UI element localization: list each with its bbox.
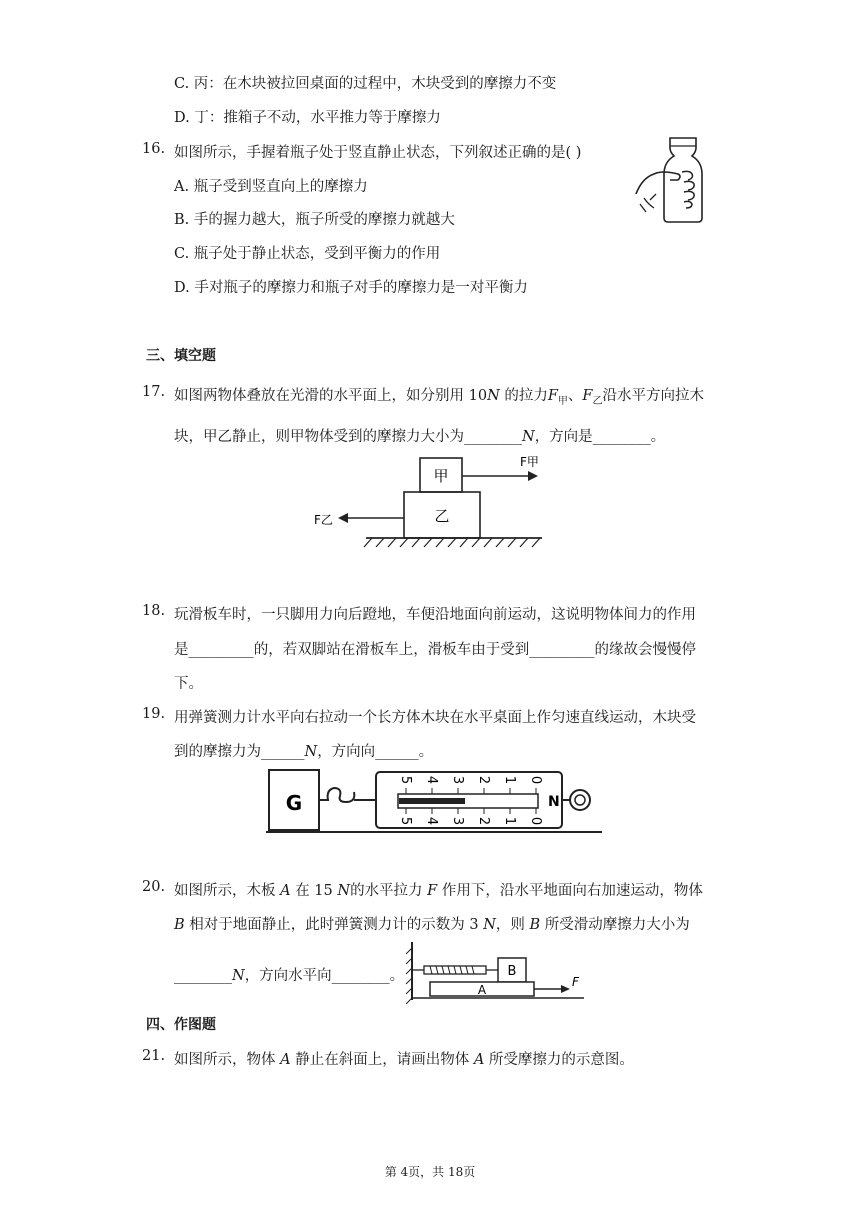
scale-number-top: 3 (450, 775, 465, 785)
q20-line-2: B 相对于地面静止，此时弹簧测力计的示数为 3 N，则 B 所受滑动摩擦力大小为 (174, 917, 690, 933)
q19-number: 19. (142, 706, 166, 722)
board-spring-figure (404, 940, 594, 1004)
q18-line-1: 玩滑板车时，一只脚用力向后蹬地，车便沿地面向前运动，这说明物体间力的作用 (174, 607, 696, 623)
scale-number-bottom: 1 (502, 816, 517, 826)
scale-number-top: 2 (476, 775, 491, 785)
force-jia-label: F甲 (520, 455, 539, 469)
section-drawing-title: 四、作图题 (146, 1017, 216, 1033)
scale-number-top: 0 (528, 775, 543, 785)
q15-option-c: C. 丙：在木块被拉回桌面的过程中，木块受到的摩擦力不变 (174, 76, 557, 92)
block-jia-label: 甲 (433, 467, 449, 485)
stacked-blocks-figure (306, 452, 556, 554)
scale-unit-label: N (548, 794, 560, 810)
block-g-label: G (285, 791, 303, 815)
block-yi-label: 乙 (434, 507, 450, 525)
scale-number-bottom: 2 (476, 816, 491, 826)
q16-stem: 如图所示，手握着瓶子处于竖直静止状态，下列叙述正确的是( ) (174, 145, 582, 161)
board-a-label: A (477, 983, 487, 997)
q21-number: 21. (142, 1048, 166, 1064)
block-b-label: B (507, 964, 517, 979)
scale-number-bottom: 3 (450, 816, 465, 826)
q17-line-1: 如图两物体叠放在光滑的水平面上，如分别用 10N 的拉力$F_甲$、$F_乙$沿水平方向拉木 (174, 388, 704, 407)
spring-scale-figure (266, 764, 606, 838)
q20-number: 20. (142, 879, 166, 895)
q16-option-a: A. 瓶子受到竖直向上的摩擦力 (174, 179, 368, 195)
scale-number-top: 5 (398, 775, 413, 785)
q17-line-2: 块，甲乙静止，则甲物体受到的摩擦力大小为________N，方向是________。 (174, 429, 666, 445)
q19-line-1: 用弹簧测力计水平向右拉动一个长方体木块在水平桌面上作匀速直线运动，木块受 (174, 710, 696, 726)
q16-option-c: C. 瓶子处于静止状态，受到平衡力的作用 (174, 246, 441, 262)
q20-line-1: 如图所示，木板 A 在 15 N的水平拉力 F 作用下，沿水平地面向右加速运动，物体 (174, 883, 703, 899)
q18-number: 18. (142, 603, 166, 619)
q16-option-b: B. 手的握力越大，瓶子所受的摩擦力就越大 (174, 212, 455, 228)
scale-number-bottom: 4 (424, 816, 439, 826)
q16-number: 16. (142, 141, 166, 157)
scale-number-top: 1 (502, 775, 517, 785)
q18-line-3: 下。 (174, 676, 203, 692)
scale-number-top: 4 (424, 775, 439, 785)
q19-line-2: 到的摩擦力为______N，方向向______。 (174, 744, 434, 760)
q17-number: 17. (142, 384, 166, 400)
page-footer: 第 4页，共 18页 (384, 1165, 476, 1179)
q21-stem: 如图所示，物体 A 静止在斜面上，请画出物体 A 所受摩擦力的示意图。 (174, 1052, 634, 1068)
scale-number-bottom: 5 (398, 816, 413, 826)
q20-line-3: ________N，方向水平向________。 (174, 968, 405, 984)
force-yi-label: F乙 (314, 513, 333, 527)
q15-option-d: D. 丁：推箱子不动，水平推力等于摩擦力 (174, 110, 441, 126)
q18-line-2: 是_________的，若双脚站在滑板车上，滑板车由于受到_________的缘故会慢慢停 (174, 642, 696, 658)
hand-bottle-figure (632, 134, 708, 226)
scale-number-bottom: 0 (528, 816, 543, 826)
section-fill-in-title: 三、填空题 (146, 348, 216, 364)
force-f-label: F (572, 975, 579, 989)
q16-option-d: D. 手对瓶子的摩擦力和瓶子对手的摩擦力是一对平衡力 (174, 280, 528, 296)
